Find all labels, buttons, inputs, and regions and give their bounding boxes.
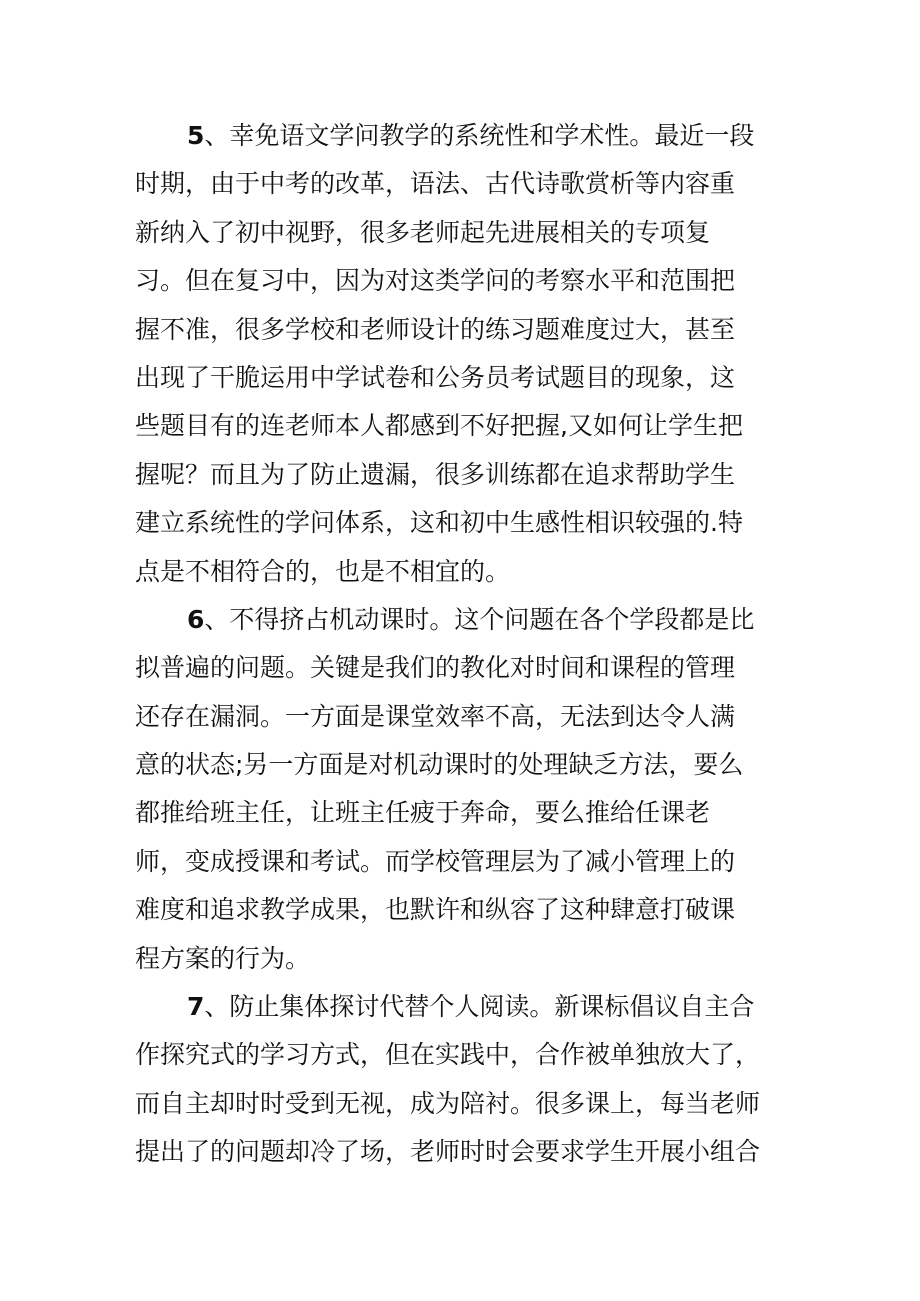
paragraph-line: 程方案的行为。 [135,943,311,973]
paragraph-7 [135,983,795,1177]
paragraph-line: 出现了干脆运用中学试卷和公务员考试题目的现象，这 [135,362,736,392]
paragraph-line: 时期，由于中考的改革，语法、古代诗歌赏析等内容重 [135,169,736,199]
line-text: 、防止集体探讨代替个人阅读。新课标倡议自主合 [204,992,755,1022]
document-body [135,112,795,1177]
paragraph-line: 作探究式的学习方式，但在实践中，合作被单独放大了， [135,1040,761,1070]
paragraph-line: 习。但在复习中，因为对这类学问的考察水平和范围把 [135,266,736,296]
paragraph-number: 7 [187,992,205,1022]
paragraph-number: 6 [187,604,205,634]
paragraph-line [135,112,795,160]
paragraph-line: 而自主却时时受到无视，成为陪衬。很多课上，每当老师 [135,1088,761,1118]
paragraph-line: 些题目有的连老师本人都感到不好把握,又如何让学生把 [135,411,743,441]
paragraph-number: 5 [187,121,205,150]
paragraph-line [135,596,795,644]
line-text: 、不得挤占机动课时。这个问题在各个学段都是比 [204,604,755,634]
paragraph-line: 提出了的问题却冷了场，老师时时会要求学生开展小组合 [135,1137,761,1167]
line-text: 、幸免语文学问教学的系统性和学术性。最近一段 [204,121,755,150]
paragraph-line: 意的状态;另一方面是对机动课时的处理缺乏方法，要么 [135,750,744,780]
paragraph-line [135,983,795,1031]
paragraph-line: 点是不相符合的，也是不相宜的。 [135,556,511,586]
paragraph-6 [135,596,795,983]
paragraph-line: 握不准，很多学校和老师设计的练习题难度过大，甚至 [135,314,736,344]
paragraph-line: 难度和追求教学成果，也默许和纵容了这种肆意打破课 [135,895,736,925]
paragraph-line: 师，变成授课和考试。而学校管理层为了减小管理上的 [135,846,736,876]
paragraph-line: 新纳入了初中视野，很多老师起先进展相关的专项复 [135,217,711,247]
paragraph-line: 建立系统性的学问体系，这和初中生感性相识较强的.特 [135,508,743,538]
paragraph-line: 拟普遍的问题。关键是我们的教化对时间和课程的管理 [135,653,736,683]
paragraph-line: 握呢？而且为了防止遗漏，很多训练都在追求帮助学生 [135,459,736,489]
paragraph-line: 都推给班主任，让班主任疲于奔命，要么推给任课老 [135,798,711,828]
paragraph-line: 还存在漏洞。一方面是课堂效率不高，无法到达令人满 [135,701,736,731]
paragraph-5 [135,112,795,596]
